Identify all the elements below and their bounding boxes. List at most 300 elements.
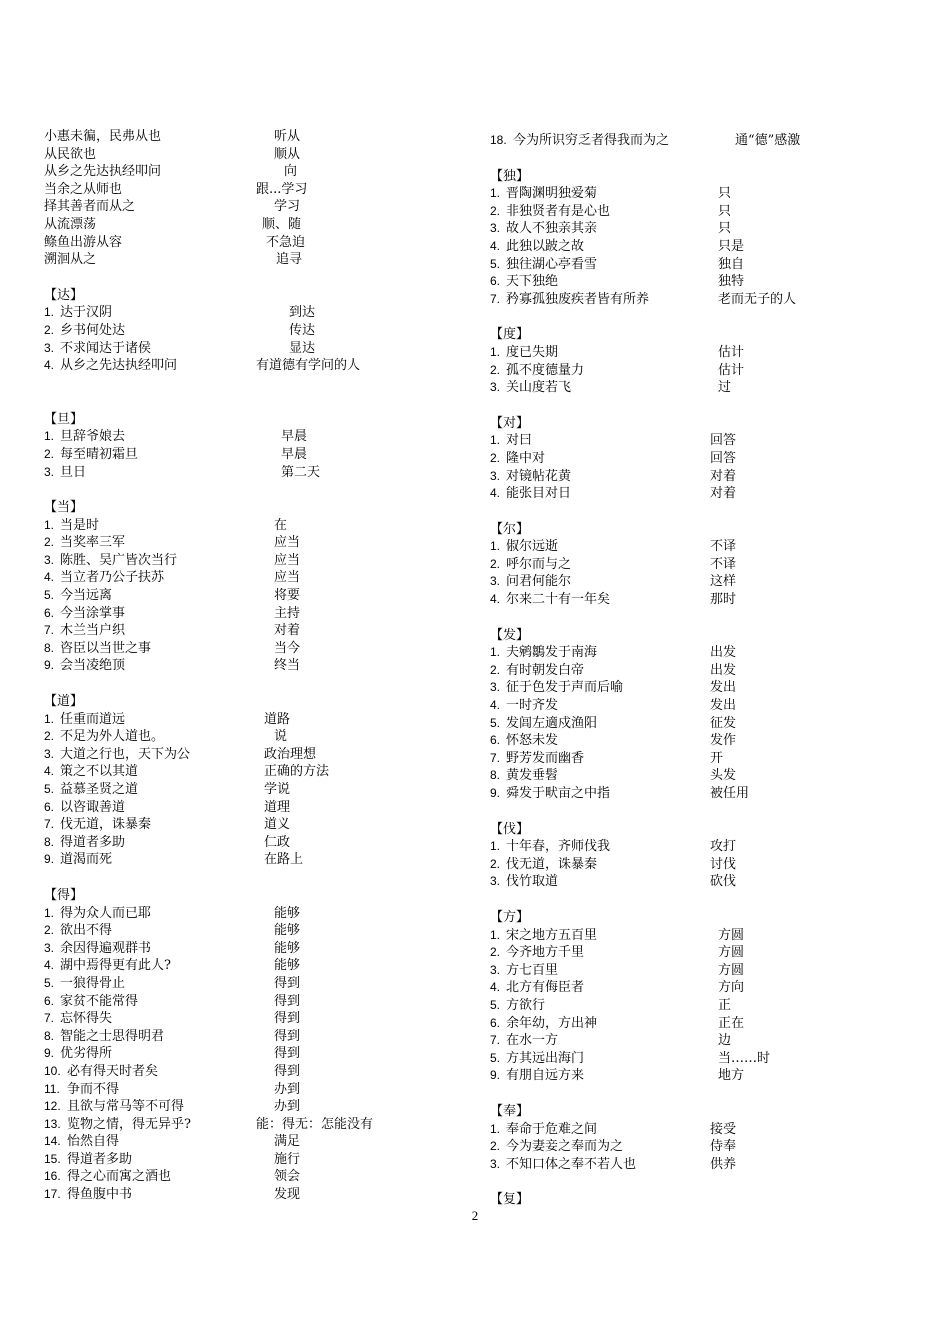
entry-row	[490, 362, 920, 380]
entry-meaning: 道理	[264, 799, 291, 815]
entry-row	[44, 587, 444, 605]
entry-text: 伐无道，诛暴秦	[60, 817, 152, 833]
entry-meaning: 施行	[274, 1151, 301, 1167]
entry-meaning: 有道德有学问的人	[256, 358, 361, 374]
entry-number: 3.	[490, 468, 501, 483]
entry-row	[44, 851, 444, 869]
entry-text: 得为众人而已耶	[60, 905, 152, 921]
entry-number: 9.	[490, 786, 501, 800]
entry-meaning: 正在	[718, 1015, 745, 1031]
entry-meaning: 这样	[710, 574, 737, 590]
entry-number: 9.	[490, 1068, 501, 1083]
entry-meaning: 应当	[274, 535, 301, 551]
entry-text: 咨臣以当世之事	[60, 640, 152, 656]
entry-number: 4.	[44, 570, 55, 585]
entry-row	[44, 1028, 444, 1046]
entry-meaning: 主持	[274, 605, 301, 621]
entry-meaning: 对着	[710, 468, 737, 484]
entry-row	[490, 1121, 920, 1139]
entry-number: 2.	[44, 446, 55, 461]
entry-row	[44, 640, 444, 658]
entry-number: 1.	[490, 186, 501, 201]
entry-meaning: 办到	[274, 1099, 301, 1115]
section-heading: 【对】	[490, 415, 530, 431]
entry-text: 道渴而死	[60, 852, 113, 868]
entry-text: 得道者多助	[60, 834, 126, 850]
entry-meaning: 顺从	[274, 146, 301, 162]
entry-meaning: 领会	[274, 1169, 301, 1185]
entry-number: 1.	[490, 839, 501, 854]
entry-text: 呼尔而与之	[506, 556, 572, 572]
entry-text: 且欲与常马等不可得	[67, 1099, 185, 1115]
entry-meaning: 开	[710, 750, 724, 766]
entry-number: 1.	[490, 645, 501, 660]
entry-meaning: 顺、随	[262, 216, 302, 232]
entry-number: 3.	[490, 680, 501, 695]
entry-meaning: 征发	[710, 715, 737, 731]
entry-text: 今当远离	[60, 588, 113, 604]
entry-meaning: 对着	[710, 486, 737, 502]
entry-row	[490, 962, 920, 980]
entry-row	[490, 662, 920, 680]
section-heading: 【得】	[44, 887, 84, 903]
entry-row	[44, 605, 444, 623]
entry-text: 黄发垂髫	[506, 768, 559, 784]
entry-text: 今当涂掌事	[60, 605, 126, 621]
entry-row	[490, 838, 920, 856]
entry-row	[44, 1010, 444, 1028]
entry-number: 6.	[490, 733, 501, 748]
entry-row	[490, 1138, 920, 1156]
entry-row	[490, 591, 920, 609]
entry-text: 当余之从师也	[44, 181, 123, 197]
section-heading: 【发】	[490, 627, 530, 643]
entry-number: 5.	[490, 256, 501, 271]
entry-text: 尔来二十有一年矣	[506, 592, 611, 608]
entry-text: 方欲行	[506, 997, 546, 1013]
entry-number: 2.	[44, 535, 55, 550]
entry-text: 今为妻妾之奉而为之	[506, 1139, 624, 1155]
entry-meaning: 回答	[710, 433, 737, 449]
entry-row	[490, 573, 920, 591]
entry-row	[490, 997, 920, 1015]
entry-row	[490, 715, 920, 733]
entry-row	[490, 873, 920, 891]
entry-text: 有朋自远方来	[506, 1068, 585, 1084]
entry-text: 发闾左適戍渔阳	[506, 715, 598, 731]
entry-text: 度已失期	[506, 344, 559, 360]
entry-meaning: 办到	[274, 1081, 301, 1097]
entry-row	[44, 657, 444, 675]
entry-text: 从民欲也	[44, 146, 97, 162]
entry-row	[490, 344, 920, 362]
entry-row	[490, 220, 920, 238]
section-heading: 【旦】	[44, 411, 84, 427]
entry-text: 大道之行也，天下为公	[60, 746, 191, 762]
entry-row	[44, 816, 444, 834]
entry-meaning: 发出	[710, 680, 737, 696]
entry-row	[490, 785, 920, 803]
entry-row	[490, 238, 920, 256]
entry-number: 14.	[44, 1134, 61, 1149]
entry-meaning: 学说	[264, 782, 291, 797]
entry-row	[490, 644, 920, 662]
entry-row	[44, 464, 444, 482]
entry-meaning: 只	[718, 186, 732, 202]
entry-meaning: 过	[718, 380, 732, 396]
entry-text: 益慕圣贤之道	[60, 782, 139, 797]
entry-row	[44, 1063, 444, 1081]
entry-text: 策之不以其道	[60, 764, 139, 780]
entry-row	[44, 357, 444, 375]
entry-text: 今齐地方千里	[506, 945, 585, 961]
entry-meaning: 到达	[289, 305, 316, 321]
section-heading: 【达】	[44, 287, 84, 303]
entry-meaning: 地方	[718, 1068, 745, 1084]
entry-number: 3.	[44, 746, 55, 761]
section-heading: 【伐】	[490, 821, 530, 837]
entry-number: 3.	[490, 380, 501, 395]
entry-meaning: 仁政	[264, 834, 291, 850]
entry-text: 隆中对	[506, 450, 546, 466]
entry-number: 1.	[490, 927, 501, 942]
entry-row	[490, 185, 920, 203]
entry-meaning: 学习	[274, 199, 301, 215]
entry-number: 3.	[44, 552, 55, 567]
entry-row	[44, 569, 444, 587]
entry-text: 当是时	[60, 517, 100, 533]
entry-row	[44, 1168, 444, 1186]
entry-text: 矜寡孤独废疾者皆有所养	[506, 291, 650, 307]
entry-row	[44, 975, 444, 993]
entry-meaning: 发出	[710, 698, 737, 714]
entry-meaning: 终当	[274, 658, 301, 674]
entry-text: 溯洄从之	[44, 252, 97, 268]
entry-text: 问君何能尔	[506, 574, 572, 590]
entry-text: 有时朝发白帝	[506, 662, 585, 678]
entry-text: 怀怒未发	[506, 733, 559, 749]
entry-meaning: 方圆	[718, 945, 745, 961]
section-heading: 【尔】	[490, 521, 530, 537]
entry-text: 俶尔远逝	[506, 539, 559, 555]
entry-meaning: 在路上	[264, 852, 304, 868]
entry-row	[44, 1133, 444, 1151]
entry-number: 2.	[44, 923, 55, 938]
entry-number: 9.	[44, 852, 55, 867]
entry-number: 10.	[44, 1063, 61, 1078]
entry-meaning: 估计	[718, 344, 745, 360]
entry-number: 2.	[490, 203, 501, 218]
entry-row	[44, 181, 444, 199]
entry-meaning: 侍奉	[710, 1139, 737, 1155]
section-heading: 【复】	[490, 1192, 530, 1208]
entry-row	[44, 428, 444, 446]
entry-row	[44, 622, 444, 640]
entry-number: 9.	[44, 658, 55, 673]
entry-text: 对镜帖花黄	[506, 468, 572, 484]
entry-row	[44, 1045, 444, 1063]
entry-meaning: 独特	[718, 274, 745, 290]
entry-row	[490, 1032, 920, 1050]
entry-number: 4.	[44, 764, 55, 779]
entry-text: 舜发于畎亩之中指	[506, 786, 611, 801]
entry-text: 关山度若飞	[506, 380, 572, 396]
entry-number: 8.	[490, 768, 501, 783]
entry-meaning: 攻打	[710, 839, 737, 855]
entry-row	[44, 799, 444, 817]
entry-row	[44, 198, 444, 216]
entry-text: 旦日	[60, 464, 87, 480]
entry-meaning: 独自	[718, 256, 745, 272]
entry-row	[44, 1151, 444, 1169]
entry-text: 方其远出海门	[506, 1050, 585, 1066]
entry-text: 十年春，齐师伐我	[506, 839, 611, 855]
entry-row	[44, 940, 444, 958]
entry-meaning: 道路	[264, 711, 291, 727]
entry-meaning: 向	[284, 164, 298, 180]
entry-text: 余年幼，方出神	[506, 1015, 598, 1031]
entry-number: 8.	[44, 834, 55, 849]
entry-row	[490, 432, 920, 450]
entry-row	[44, 517, 444, 535]
entry-meaning: 跟...学习	[256, 181, 308, 197]
entry-text: 奉命于危难之间	[506, 1121, 598, 1137]
entry-meaning: 头发	[710, 768, 737, 784]
entry-row	[490, 379, 920, 397]
entry-text: 智能之士思得明君	[60, 1028, 165, 1044]
entry-text: 择其善者而从之	[44, 199, 136, 215]
entry-meaning: 满足	[274, 1134, 301, 1150]
entry-number: 1.	[44, 517, 55, 532]
entry-row	[44, 957, 444, 975]
entry-meaning: 得到	[274, 993, 301, 1009]
entry-text: 一时齐发	[506, 698, 559, 714]
entry-text: 从乡之先达执经叩问	[44, 164, 162, 180]
entry-meaning: 早晨	[281, 429, 308, 445]
entry-number: 2.	[44, 322, 55, 337]
entry-number: 3.	[490, 1156, 501, 1171]
entry-text: 忘怀得失	[60, 1011, 113, 1027]
entry-text: 家贫不能常得	[60, 993, 139, 1009]
entry-number: 1.	[44, 905, 55, 920]
entry-number: 7.	[490, 291, 501, 306]
entry-text: 览物之情，得无异乎?	[67, 1116, 191, 1132]
entry-row	[490, 485, 920, 503]
entry-number: 3.	[44, 464, 55, 479]
entry-row	[44, 322, 444, 340]
entry-text: 旦辞爷娘去	[60, 429, 126, 445]
entry-row	[490, 767, 920, 785]
entry-number: 5.	[490, 1050, 501, 1065]
entry-row	[44, 128, 444, 146]
entry-number: 1.	[44, 429, 55, 444]
entry-meaning: 追寻	[276, 252, 303, 268]
entry-number: 4.	[490, 698, 501, 713]
entry-meaning: 边	[718, 1033, 732, 1049]
entry-row	[44, 534, 444, 552]
entry-meaning: 只	[718, 203, 732, 219]
entry-meaning: 只	[718, 221, 732, 237]
entry-text: 不足为外人道也。	[60, 729, 165, 745]
entry-number: 6.	[44, 993, 55, 1008]
entry-meaning: 发现	[274, 1187, 301, 1203]
entry-text: 余因得遍观群书	[60, 940, 152, 956]
entry-text: 欲出不得	[60, 923, 113, 939]
entry-text: 不求闻达于诸侯	[60, 340, 152, 356]
entry-row	[490, 927, 920, 945]
entry-number: 2.	[490, 856, 501, 871]
entry-text: 孤不度德量力	[506, 362, 585, 378]
entry-row	[490, 856, 920, 874]
entry-row	[44, 993, 444, 1011]
entry-text: 不知口体之奉不若人也	[506, 1156, 637, 1172]
left-column	[44, 128, 444, 1204]
entry-text: 得道者多助	[67, 1151, 133, 1167]
entry-row	[490, 732, 920, 750]
entry-text: 天下独绝	[506, 274, 559, 290]
entry-number: 1.	[44, 711, 55, 726]
entry-number: 1.	[490, 433, 501, 448]
entry-meaning: 应当	[274, 552, 301, 568]
entry-row	[490, 256, 920, 274]
entry-meaning: 能：得无：怎能没有	[256, 1116, 374, 1132]
entry-row	[44, 146, 444, 164]
entry-text: 在水一方	[506, 1033, 559, 1049]
entry-row	[44, 763, 444, 781]
entry-meaning: 正	[718, 997, 732, 1013]
entry-number: 2.	[490, 945, 501, 960]
entry-text: 夫鹓鶵发于南海	[506, 645, 598, 661]
entry-meaning: 老而无子的人	[718, 291, 797, 307]
entry-row	[44, 905, 444, 923]
entry-meaning: 得到	[274, 1046, 301, 1062]
entry-meaning: 第二天	[281, 464, 321, 480]
entry-meaning: 当今	[274, 640, 301, 656]
entry-meaning: 只是	[718, 238, 745, 254]
entry-number: 12.	[44, 1099, 61, 1114]
entry-text: 对曰	[506, 433, 533, 449]
entry-row	[490, 1050, 920, 1068]
entry-number: 5.	[44, 975, 55, 990]
entry-text: 能张目对日	[506, 486, 572, 502]
entry-text: 鲦鱼出游从容	[44, 234, 123, 250]
entry-meaning: 政治理想	[264, 746, 317, 762]
entry-row	[490, 291, 920, 309]
entry-row	[44, 552, 444, 570]
entry-text: 伐无道，诛暴秦	[506, 856, 598, 872]
entry-number: 1.	[490, 539, 501, 554]
entry-meaning: 道义	[264, 817, 291, 833]
entry-row	[490, 556, 920, 574]
entry-text: 争而不得	[67, 1081, 120, 1097]
entry-number: 3.	[44, 340, 55, 355]
entry-meaning: 不译	[710, 539, 737, 555]
entry-row	[490, 1015, 920, 1033]
entry-text: 晋陶渊明独爱菊	[506, 186, 598, 202]
entry-number: 3.	[490, 574, 501, 589]
entry-text: 今为所识穷乏者得我而为之	[513, 133, 670, 148]
entry-text: 伐竹取道	[506, 874, 559, 890]
entry-meaning: 得到	[274, 1011, 301, 1027]
entry-text: 怡然自得	[67, 1134, 120, 1150]
entry-row	[490, 450, 920, 468]
entry-number: 7.	[44, 1011, 55, 1026]
entry-row	[44, 1081, 444, 1099]
entry-number: 5.	[44, 782, 55, 796]
entry-meaning: 将要	[274, 588, 301, 604]
section-heading: 【独】	[490, 168, 530, 184]
entry-text: 从流漂荡	[44, 216, 97, 232]
entry-text: 故人不独亲其亲	[506, 221, 598, 237]
entry-row	[44, 746, 444, 764]
entry-meaning: 方圆	[718, 962, 745, 978]
entry-number: 2.	[490, 662, 501, 677]
entry-number: 8.	[44, 1028, 55, 1043]
entry-meaning: 得到	[274, 1063, 301, 1079]
entry-meaning: 在	[274, 517, 288, 533]
page-number: 2	[471, 1208, 479, 1223]
entry-row	[490, 1067, 920, 1085]
entry-row	[490, 697, 920, 715]
entry-text: 以咨诹善道	[60, 799, 126, 815]
entry-number: 4.	[490, 486, 501, 501]
entry-row	[490, 679, 920, 697]
entry-row	[44, 1186, 444, 1204]
entry-row	[490, 468, 920, 486]
section-heading: 【当】	[44, 500, 84, 516]
entry-text: 征于色发于声而后喻	[506, 680, 624, 696]
entry-row	[44, 234, 444, 252]
entry-number: 1.	[490, 1121, 501, 1136]
entry-row	[44, 922, 444, 940]
entry-text: 得鱼腹中书	[67, 1187, 133, 1203]
entry-number: 7.	[44, 623, 55, 638]
entry-number: 13.	[44, 1116, 61, 1131]
entry-number: 15.	[44, 1151, 61, 1166]
entry-text: 优劣得所	[60, 1046, 113, 1062]
entry-number: 3.	[490, 874, 501, 889]
entry-meaning: 得到	[274, 975, 301, 991]
entry-row	[44, 446, 444, 464]
entry-text: 会当凌绝顶	[60, 658, 126, 674]
entry-number: 6.	[44, 799, 55, 814]
entry-meaning: 出发	[710, 645, 737, 661]
entry-number: 6.	[490, 1015, 501, 1030]
entry-text: 北方有侮臣者	[506, 980, 585, 996]
entry-number: 5.	[490, 997, 501, 1012]
entry-row	[490, 273, 920, 291]
entry-meaning: 应当	[274, 570, 301, 586]
entry-row	[490, 132, 920, 150]
entry-text: 此独以跛之故	[506, 238, 585, 254]
entry-text: 当奖率三军	[60, 535, 126, 551]
entry-number: 4.	[44, 958, 55, 973]
entry-meaning: 回答	[710, 450, 737, 466]
entry-meaning: 得到	[274, 1028, 301, 1044]
entry-meaning: 方圆	[718, 927, 745, 943]
entry-number: 3.	[490, 962, 501, 977]
entry-number: 2.	[490, 1139, 501, 1154]
entry-text: 木兰当户织	[60, 623, 126, 639]
entry-row	[490, 944, 920, 962]
entry-text: 小惠未徧，民弗从也	[44, 129, 162, 144]
entry-meaning: 对着	[274, 623, 301, 639]
entry-number: 4.	[490, 592, 501, 607]
entry-row	[44, 340, 444, 358]
entry-meaning: 能够	[274, 958, 301, 974]
entry-meaning: 出发	[710, 662, 737, 678]
entry-meaning: 不译	[710, 556, 737, 572]
